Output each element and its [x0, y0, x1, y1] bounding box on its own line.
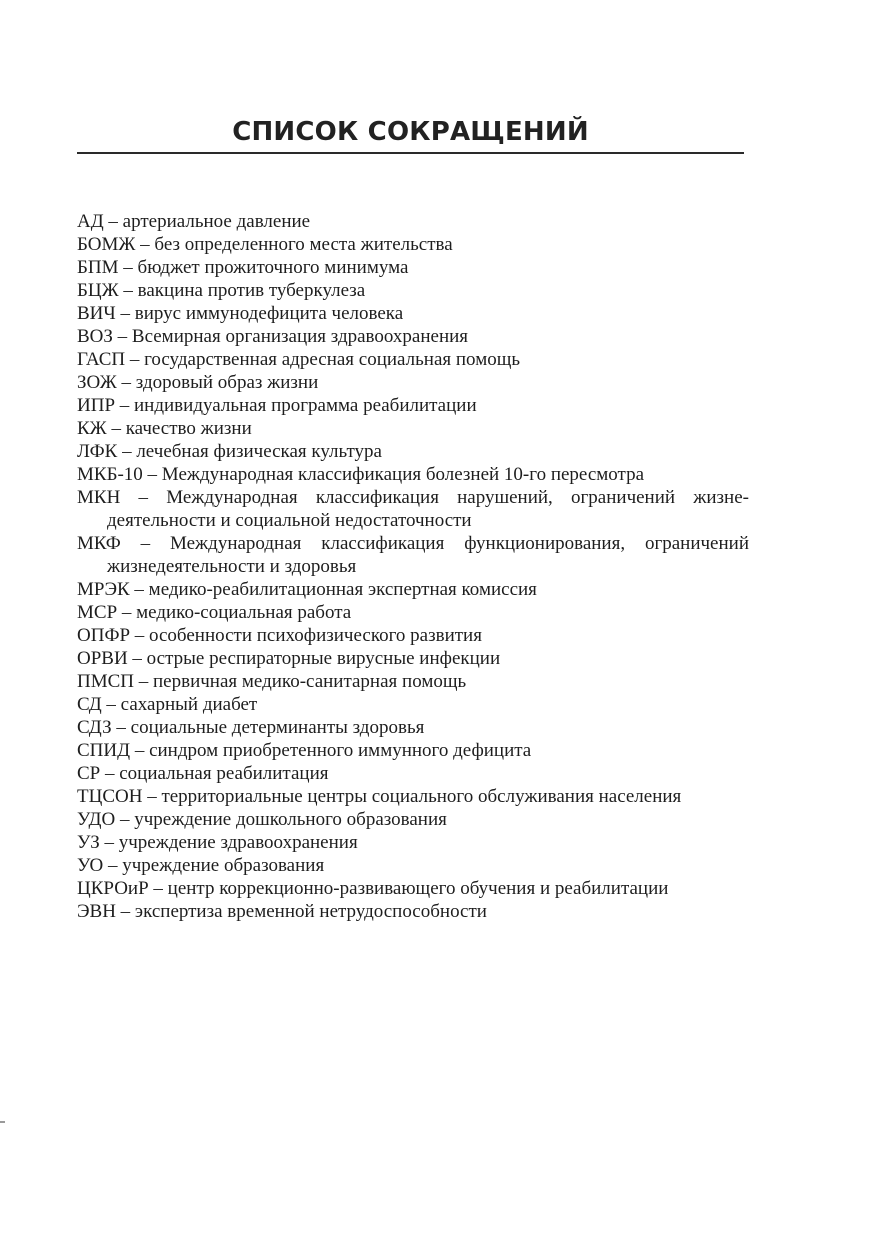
abbreviation-item: ВИЧ – вирус иммунодефицита человека [77, 303, 404, 324]
abbreviation-item: БОМЖ – без определенного места жительства [77, 234, 453, 255]
abbreviation-item: ЗОЖ – здоровый образ жизни [77, 372, 319, 393]
abbreviation-item: ОПФР – особенности психофизического развития [77, 625, 482, 646]
abbreviation-item: ТЦСОН – территориальные центры социального обслуживания населения [77, 786, 682, 807]
abbreviation-item: СДЗ – социальные детерминанты здоровья [77, 717, 425, 738]
abbreviation-item: ОРВИ – острые респираторные вирусные инфекции [77, 648, 501, 669]
abbreviation-item: КЖ – качество жизни [77, 418, 252, 439]
abbreviation-item: ЛФК – лечебная физическая культура [77, 441, 382, 462]
abbreviation-item: МКФ – Международная классификация функционирования, ограничений жизнедеятельности и здоровья [77, 533, 749, 577]
abbreviation-item: ИПР – индивидуальная программа реабилитации [77, 395, 477, 416]
abbreviation-item: СПИД – синдром приобретенного иммунного дефицита [77, 740, 532, 761]
abbreviation-item: СД – сахарный диабет [77, 694, 258, 715]
abbreviation-item: УЗ – учреждение здравоохранения [77, 832, 358, 853]
abbreviation-item: ПМСП – первичная медико-санитарная помощь [77, 671, 467, 692]
abbreviation-item: БЦЖ – вакцина против туберкулеза [77, 280, 366, 301]
page-edge-mark [0, 1121, 5, 1123]
abbreviation-item: ВОЗ – Всемирная организация здравоохранения [77, 326, 469, 347]
abbreviation-item: АД – артериальное давление [77, 211, 311, 232]
abbreviation-item: МСР – медико-социальная работа [77, 602, 352, 623]
abbreviation-list [77, 210, 749, 923]
abbreviation-item: ЦКРОиР – центр коррекционно-развивающего обучения и реабилитации [77, 878, 669, 899]
abbreviation-item: УО – учреждение образования [77, 855, 325, 876]
abbreviation-item: СР – социальная реабилитация [77, 763, 329, 784]
abbreviation-item: БПМ – бюджет прожиточного минимума [77, 257, 409, 278]
abbreviation-item: МКБ-10 – Международная классификация болезней 10-го пересмотра [77, 464, 645, 485]
page-title: СПИСОК СОКРАЩЕНИЙ [232, 117, 589, 147]
abbreviation-item: ЭВН – экспертиза временной нетрудоспособности [77, 901, 487, 922]
title-rule [77, 152, 744, 154]
abbreviation-item: ГАСП – государственная адресная социальная помощь [77, 349, 521, 370]
abbreviation-item: МРЭК – медико-реабилитационная экспертная комиссия [77, 579, 537, 600]
abbreviation-item: УДО – учреждение дошкольного образования [77, 809, 447, 830]
abbreviation-item: МКН – Международная классификация нарушений, ограничений жизне-деятельности и социальной недостаточности [77, 487, 749, 531]
